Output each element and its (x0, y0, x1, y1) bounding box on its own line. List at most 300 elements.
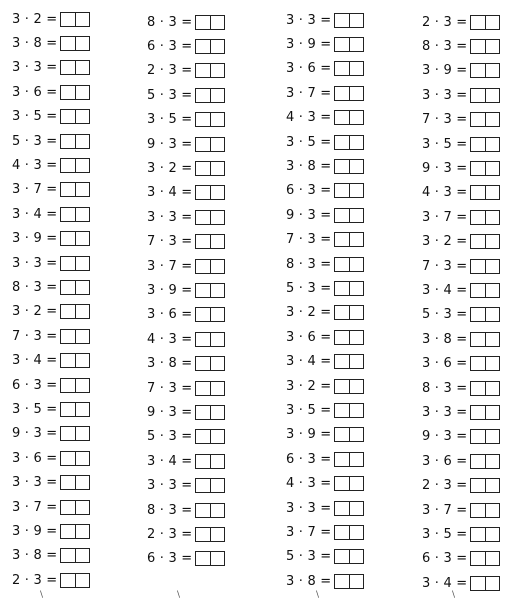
answer-tens-cell[interactable] (61, 330, 75, 343)
answer-ones-cell[interactable] (210, 235, 224, 248)
answer-tens-cell[interactable] (335, 233, 349, 246)
answer-box[interactable] (60, 353, 90, 368)
answer-box[interactable] (334, 476, 364, 491)
answer-tens-cell[interactable] (61, 13, 75, 26)
answer-ones-cell[interactable] (485, 186, 499, 199)
answer-ones-cell[interactable] (485, 260, 499, 273)
answer-box[interactable] (470, 185, 500, 200)
answer-tens-cell[interactable] (196, 16, 210, 29)
answer-box[interactable] (60, 85, 90, 100)
answer-ones-cell[interactable] (75, 305, 89, 318)
answer-box[interactable] (60, 134, 90, 149)
answer-ones-cell[interactable] (485, 235, 499, 248)
answer-ones-cell[interactable] (210, 211, 224, 224)
answer-box[interactable] (470, 429, 500, 444)
answer-ones-cell[interactable] (210, 260, 224, 273)
answer-tens-cell[interactable] (196, 430, 210, 443)
answer-ones-cell[interactable] (75, 110, 89, 123)
answer-box[interactable] (334, 379, 364, 394)
answer-ones-cell[interactable] (210, 455, 224, 468)
answer-box[interactable] (195, 527, 225, 542)
answer-box[interactable] (334, 330, 364, 345)
answer-tens-cell[interactable] (335, 62, 349, 75)
answer-tens-cell[interactable] (335, 550, 349, 563)
answer-tens-cell[interactable] (196, 382, 210, 395)
answer-tens-cell[interactable] (335, 453, 349, 466)
answer-tens-cell[interactable] (61, 305, 75, 318)
problem-expression: 3 · 2 = (286, 305, 332, 321)
answer-box[interactable] (470, 88, 500, 103)
answer-box[interactable] (334, 403, 364, 418)
answer-ones-cell[interactable] (75, 257, 89, 270)
answer-tens-cell[interactable] (61, 403, 75, 416)
answer-tens-cell[interactable] (61, 281, 75, 294)
answer-tens-cell[interactable] (61, 476, 75, 489)
answer-tens-cell[interactable] (61, 86, 75, 99)
answer-box[interactable] (195, 63, 225, 78)
answer-tens-cell[interactable] (61, 574, 75, 587)
answer-box[interactable] (470, 283, 500, 298)
answer-tens-cell[interactable] (196, 455, 210, 468)
answer-box[interactable] (60, 12, 90, 27)
answer-box[interactable] (334, 135, 364, 150)
answer-ones-cell[interactable] (349, 380, 363, 393)
answer-ones-cell[interactable] (485, 577, 499, 590)
problem-row (12, 56, 137, 80)
answer-tens-cell[interactable] (335, 14, 349, 27)
answer-ones-cell[interactable] (210, 528, 224, 541)
answer-ones-cell[interactable] (349, 111, 363, 124)
answer-ones-cell[interactable] (349, 453, 363, 466)
answer-ones-cell[interactable] (75, 232, 89, 245)
problem-row (147, 83, 272, 107)
answer-box[interactable] (195, 307, 225, 322)
answer-ones-cell[interactable] (210, 552, 224, 565)
answer-box[interactable] (60, 378, 90, 393)
answer-tens-cell[interactable] (471, 382, 485, 395)
answer-ones-cell[interactable] (485, 89, 499, 102)
answer-ones-cell[interactable] (210, 64, 224, 77)
answer-box[interactable] (60, 451, 90, 466)
answer-tens-cell[interactable] (335, 380, 349, 393)
answer-tens-cell[interactable] (61, 208, 75, 221)
answer-box[interactable] (470, 381, 500, 396)
answer-box[interactable] (195, 283, 225, 298)
answer-ones-cell[interactable] (349, 282, 363, 295)
answer-ones-cell[interactable] (485, 138, 499, 151)
answer-box[interactable] (60, 524, 90, 539)
problem-expression: 3 · 4 = (147, 453, 193, 469)
answer-tens-cell[interactable] (335, 526, 349, 539)
answer-ones-cell[interactable] (210, 357, 224, 370)
answer-ones-cell[interactable] (210, 89, 224, 102)
answer-tens-cell[interactable] (61, 549, 75, 562)
answer-box[interactable] (470, 503, 500, 518)
answer-tens-cell[interactable] (196, 308, 210, 321)
answer-tens-cell[interactable] (196, 260, 210, 273)
answer-ones-cell[interactable] (485, 16, 499, 29)
answer-tens-cell[interactable] (196, 211, 210, 224)
answer-box[interactable] (334, 427, 364, 442)
answer-tens-cell[interactable] (471, 479, 485, 492)
problem-expression: 3 · 8 = (286, 159, 332, 175)
answer-ones-cell[interactable] (485, 162, 499, 175)
answer-tens-cell[interactable] (61, 183, 75, 196)
answer-ones-cell[interactable] (349, 355, 363, 368)
answer-ones-cell[interactable] (210, 479, 224, 492)
answer-ones-cell[interactable] (75, 427, 89, 440)
answer-ones-cell[interactable] (210, 382, 224, 395)
answer-box[interactable] (60, 158, 90, 173)
answer-tens-cell[interactable] (471, 504, 485, 517)
answer-tens-cell[interactable] (61, 257, 75, 270)
answer-box[interactable] (60, 207, 90, 222)
answer-ones-cell[interactable] (485, 406, 499, 419)
answer-ones-cell[interactable] (75, 476, 89, 489)
answer-box[interactable] (60, 60, 90, 75)
answer-tens-cell[interactable] (335, 38, 349, 51)
answer-box[interactable] (60, 402, 90, 417)
answer-tens-cell[interactable] (471, 89, 485, 102)
answer-tens-cell[interactable] (471, 333, 485, 346)
answer-box[interactable] (334, 525, 364, 540)
answer-ones-cell[interactable] (349, 14, 363, 27)
answer-ones-cell[interactable] (75, 208, 89, 221)
answer-tens-cell[interactable] (196, 333, 210, 346)
answer-ones-cell[interactable] (485, 479, 499, 492)
answer-box[interactable] (334, 549, 364, 564)
answer-box[interactable] (470, 39, 500, 54)
answer-ones-cell[interactable] (349, 38, 363, 51)
answer-tens-cell[interactable] (61, 110, 75, 123)
answer-box[interactable] (195, 503, 225, 518)
answer-box[interactable] (470, 527, 500, 542)
answer-ones-cell[interactable] (485, 308, 499, 321)
answer-box[interactable] (334, 159, 364, 174)
answer-box[interactable] (195, 478, 225, 493)
answer-tens-cell[interactable] (471, 138, 485, 151)
problem-row (286, 447, 411, 471)
answer-box[interactable] (334, 232, 364, 247)
problem-row (286, 545, 411, 569)
answer-ones-cell[interactable] (75, 574, 89, 587)
answer-ones-cell[interactable] (349, 184, 363, 197)
answer-ones-cell[interactable] (75, 330, 89, 343)
answer-ones-cell[interactable] (349, 306, 363, 319)
answer-tens-cell[interactable] (196, 357, 210, 370)
answer-tens-cell[interactable] (196, 89, 210, 102)
answer-tens-cell[interactable] (61, 452, 75, 465)
answer-tens-cell[interactable] (471, 40, 485, 53)
answer-tens-cell[interactable] (196, 479, 210, 492)
answer-ones-cell[interactable] (75, 183, 89, 196)
answer-ones-cell[interactable] (485, 430, 499, 443)
answer-ones-cell[interactable] (75, 354, 89, 367)
answer-ones-cell[interactable] (485, 40, 499, 53)
answer-box[interactable] (60, 256, 90, 271)
answer-box[interactable] (60, 500, 90, 515)
answer-ones-cell[interactable] (210, 406, 224, 419)
answer-ones-cell[interactable] (349, 477, 363, 490)
answer-box[interactable] (470, 137, 500, 152)
answer-box[interactable] (195, 405, 225, 420)
answer-ones-cell[interactable] (75, 61, 89, 74)
answer-box[interactable] (470, 259, 500, 274)
answer-ones-cell[interactable] (485, 113, 499, 126)
answer-box[interactable] (195, 356, 225, 371)
answer-box[interactable] (470, 454, 500, 469)
answer-ones-cell[interactable] (485, 552, 499, 565)
answer-ones-cell[interactable] (485, 284, 499, 297)
answer-box[interactable] (60, 426, 90, 441)
answer-box[interactable] (470, 112, 500, 127)
answer-ones-cell[interactable] (485, 357, 499, 370)
answer-box[interactable] (334, 13, 364, 28)
answer-box[interactable] (195, 112, 225, 127)
answer-tens-cell[interactable] (196, 284, 210, 297)
answer-tens-cell[interactable] (61, 379, 75, 392)
answer-box[interactable] (195, 234, 225, 249)
answer-ones-cell[interactable] (210, 40, 224, 53)
problem-expression: 8 · 3 = (422, 39, 468, 55)
answer-ones-cell[interactable] (75, 37, 89, 50)
answer-ones-cell[interactable] (349, 404, 363, 417)
answer-ones-cell[interactable] (210, 16, 224, 29)
answer-box[interactable] (470, 332, 500, 347)
answer-tens-cell[interactable] (471, 552, 485, 565)
answer-tens-cell[interactable] (471, 64, 485, 77)
answer-tens-cell[interactable] (335, 209, 349, 222)
answer-ones-cell[interactable] (75, 403, 89, 416)
answer-tens-cell[interactable] (196, 406, 210, 419)
answer-tens-cell[interactable] (335, 428, 349, 441)
answer-ones-cell[interactable] (349, 233, 363, 246)
answer-box[interactable] (470, 63, 500, 78)
answer-box[interactable] (470, 551, 500, 566)
answer-ones-cell[interactable] (349, 526, 363, 539)
answer-ones-cell[interactable] (75, 159, 89, 172)
answer-tens-cell[interactable] (471, 113, 485, 126)
answer-tens-cell[interactable] (335, 184, 349, 197)
answer-ones-cell[interactable] (485, 211, 499, 224)
answer-ones-cell[interactable] (75, 501, 89, 514)
answer-tens-cell[interactable] (471, 260, 485, 273)
answer-ones-cell[interactable] (485, 64, 499, 77)
answer-box[interactable] (334, 86, 364, 101)
answer-tens-cell[interactable] (196, 235, 210, 248)
answer-box[interactable] (334, 61, 364, 76)
problem-expression: 3 · 8 = (12, 548, 58, 564)
answer-tens-cell[interactable] (335, 87, 349, 100)
answer-box[interactable] (195, 161, 225, 176)
answer-tens-cell[interactable] (196, 40, 210, 53)
answer-ones-cell[interactable] (349, 331, 363, 344)
answer-box[interactable] (195, 137, 225, 152)
answer-ones-cell[interactable] (75, 86, 89, 99)
answer-tens-cell[interactable] (335, 404, 349, 417)
answer-tens-cell[interactable] (196, 528, 210, 541)
answer-ones-cell[interactable] (349, 550, 363, 563)
answer-box[interactable] (470, 478, 500, 493)
answer-ones-cell[interactable] (210, 333, 224, 346)
answer-ones-cell[interactable] (349, 160, 363, 173)
answer-ones-cell[interactable] (349, 209, 363, 222)
answer-ones-cell[interactable] (485, 382, 499, 395)
problem-expression: 3 · 3 = (422, 404, 468, 420)
answer-box[interactable] (60, 548, 90, 563)
answer-box[interactable] (195, 429, 225, 444)
answer-box[interactable] (60, 231, 90, 246)
answer-tens-cell[interactable] (61, 232, 75, 245)
answer-ones-cell[interactable] (485, 333, 499, 346)
answer-box[interactable] (60, 109, 90, 124)
answer-ones-cell[interactable] (75, 281, 89, 294)
answer-box[interactable] (470, 234, 500, 249)
answer-ones-cell[interactable] (349, 87, 363, 100)
answer-tens-cell[interactable] (471, 430, 485, 443)
answer-tens-cell[interactable] (196, 504, 210, 517)
answer-box[interactable] (470, 576, 500, 591)
answer-tens-cell[interactable] (196, 186, 210, 199)
answer-box[interactable] (60, 182, 90, 197)
answer-tens-cell[interactable] (471, 357, 485, 370)
answer-ones-cell[interactable] (210, 504, 224, 517)
answer-box[interactable] (60, 475, 90, 490)
answer-tens-cell[interactable] (335, 355, 349, 368)
answer-box[interactable] (470, 161, 500, 176)
answer-ones-cell[interactable] (75, 452, 89, 465)
answer-box[interactable] (470, 15, 500, 30)
answer-ones-cell[interactable] (210, 162, 224, 175)
answer-ones-cell[interactable] (485, 455, 499, 468)
answer-tens-cell[interactable] (196, 113, 210, 126)
answer-tens-cell[interactable] (61, 501, 75, 514)
answer-ones-cell[interactable] (210, 186, 224, 199)
answer-box[interactable] (195, 185, 225, 200)
answer-tens-cell[interactable] (335, 258, 349, 271)
answer-tens-cell[interactable] (471, 528, 485, 541)
answer-box[interactable] (334, 183, 364, 198)
answer-tens-cell[interactable] (471, 235, 485, 248)
answer-tens-cell[interactable] (335, 331, 349, 344)
answer-tens-cell[interactable] (61, 525, 75, 538)
problem-row (422, 181, 529, 205)
answer-tens-cell[interactable] (471, 186, 485, 199)
answer-tens-cell[interactable] (335, 160, 349, 173)
answer-ones-cell[interactable] (349, 575, 363, 588)
answer-tens-cell[interactable] (61, 354, 75, 367)
answer-box[interactable] (334, 452, 364, 467)
answer-box[interactable] (195, 88, 225, 103)
answer-box[interactable] (60, 573, 90, 588)
answer-box[interactable] (195, 15, 225, 30)
answer-tens-cell[interactable] (471, 284, 485, 297)
answer-tens-cell[interactable] (471, 406, 485, 419)
answer-ones-cell[interactable] (75, 135, 89, 148)
answer-ones-cell[interactable] (349, 62, 363, 75)
answer-ones-cell[interactable] (349, 258, 363, 271)
answer-box[interactable] (334, 574, 364, 589)
answer-ones-cell[interactable] (75, 549, 89, 562)
answer-box[interactable] (60, 329, 90, 344)
answer-ones-cell[interactable] (485, 504, 499, 517)
problem-expression: 3 · 6 = (422, 356, 468, 372)
answer-tens-cell[interactable] (61, 37, 75, 50)
answer-box[interactable] (60, 304, 90, 319)
answer-ones-cell[interactable] (75, 525, 89, 538)
answer-box[interactable] (334, 501, 364, 516)
answer-tens-cell[interactable] (471, 455, 485, 468)
answer-box[interactable] (60, 280, 90, 295)
answer-tens-cell[interactable] (61, 135, 75, 148)
answer-ones-cell[interactable] (485, 528, 499, 541)
answer-tens-cell[interactable] (335, 502, 349, 515)
answer-ones-cell[interactable] (210, 430, 224, 443)
answer-ones-cell[interactable] (75, 13, 89, 26)
problem-row (147, 181, 272, 205)
answer-box[interactable] (334, 37, 364, 52)
answer-ones-cell[interactable] (210, 138, 224, 151)
answer-box[interactable] (470, 356, 500, 371)
answer-tens-cell[interactable] (471, 16, 485, 29)
answer-tens-cell[interactable] (471, 211, 485, 224)
answer-box[interactable] (195, 332, 225, 347)
answer-ones-cell[interactable] (75, 379, 89, 392)
answer-box[interactable] (60, 36, 90, 51)
answer-box[interactable] (195, 210, 225, 225)
answer-box[interactable] (195, 259, 225, 274)
answer-tens-cell[interactable] (61, 159, 75, 172)
answer-tens-cell[interactable] (471, 577, 485, 590)
answer-ones-cell[interactable] (349, 428, 363, 441)
answer-tens-cell[interactable] (335, 282, 349, 295)
answer-box[interactable] (334, 281, 364, 296)
answer-box[interactable] (195, 454, 225, 469)
answer-box[interactable] (195, 39, 225, 54)
answer-box[interactable] (334, 354, 364, 369)
answer-box[interactable] (470, 307, 500, 322)
answer-tens-cell[interactable] (335, 575, 349, 588)
answer-tens-cell[interactable] (61, 61, 75, 74)
answer-box[interactable] (195, 381, 225, 396)
answer-ones-cell[interactable] (210, 113, 224, 126)
answer-tens-cell[interactable] (196, 138, 210, 151)
answer-ones-cell[interactable] (349, 136, 363, 149)
answer-tens-cell[interactable] (471, 308, 485, 321)
answer-tens-cell[interactable] (335, 111, 349, 124)
answer-box[interactable] (470, 405, 500, 420)
answer-box[interactable] (195, 551, 225, 566)
answer-box[interactable] (334, 257, 364, 272)
answer-tens-cell[interactable] (61, 427, 75, 440)
answer-ones-cell[interactable] (210, 284, 224, 297)
answer-box[interactable] (334, 208, 364, 223)
problem-row (147, 132, 272, 156)
answer-ones-cell[interactable] (349, 502, 363, 515)
problem-row (286, 154, 411, 178)
answer-tens-cell[interactable] (471, 162, 485, 175)
answer-tens-cell[interactable] (335, 136, 349, 149)
answer-tens-cell[interactable] (335, 477, 349, 490)
answer-box[interactable] (334, 305, 364, 320)
answer-tens-cell[interactable] (335, 306, 349, 319)
answer-tens-cell[interactable] (196, 162, 210, 175)
answer-tens-cell[interactable] (196, 552, 210, 565)
answer-tens-cell[interactable] (196, 64, 210, 77)
answer-box[interactable] (470, 210, 500, 225)
answer-ones-cell[interactable] (210, 308, 224, 321)
answer-box[interactable] (334, 110, 364, 125)
